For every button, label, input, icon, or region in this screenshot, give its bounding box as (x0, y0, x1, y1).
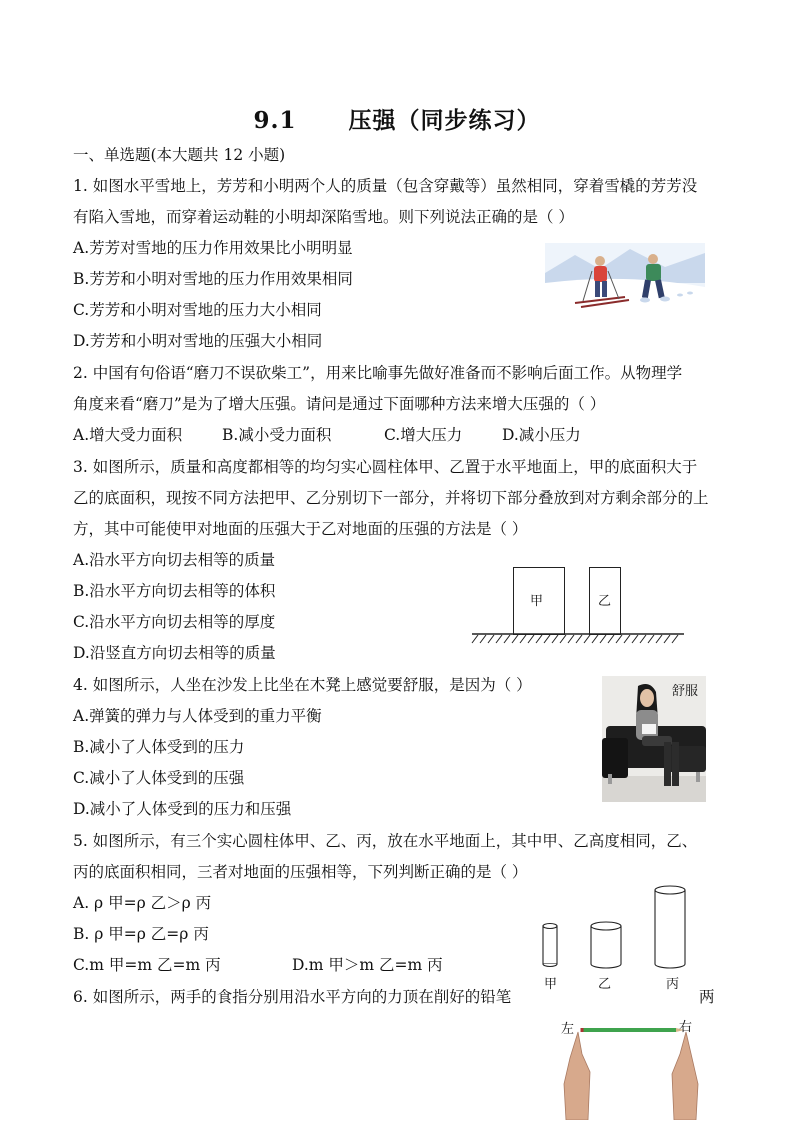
q2-line1: 2. 中国有句俗语“磨刀不误砍柴工”，用来比喻事先做好准备而不影响后面工作。从物理学 (73, 364, 683, 382)
sofa-photo (602, 676, 706, 802)
q3-line1: 3. 如图所示，质量和高度都相等的均匀实心圆柱体甲、乙置于水平地面上，甲的底面积大于 (73, 458, 698, 476)
q4-option-b: B.减小了人体受到的压力 (73, 738, 245, 756)
label-yi: 乙 (598, 594, 612, 609)
q6-line1: 6. 如图所示，两手的食指分别用沿水平方向的力顶在削好的铅笔 (73, 988, 512, 1006)
q1-line2: 有陷入雪地，而穿着运动鞋的小明却深陷雪地。则下列说法正确的是（ ） (73, 208, 574, 226)
q4-option-a: A.弹簧的弹力与人体受到的重力平衡 (73, 707, 322, 725)
section-heading: 一、单选题(本大题共 12 小题) (73, 146, 286, 164)
q3-option-d: D.沿竖直方向切去相等的质量 (73, 644, 276, 662)
title-number: 9.1 (253, 107, 297, 134)
q4-option-d: D.减小了人体受到的压力和压强 (73, 800, 292, 818)
q1-option-a: A.芳芳对雪地的压力作用效果比小明明显 (73, 239, 353, 257)
q1-option-c: C.芳芳和小明对雪地的压力大小相同 (73, 301, 322, 319)
label-jia: 甲 (530, 594, 544, 609)
q2-line2: 角度来看“磨刀”是为了增大压强。请问是通过下面哪种方法来增大压强的（ ） (73, 395, 606, 413)
q2-option-c: C.增大压力 (384, 426, 463, 444)
label-bing-5: 丙 (666, 977, 680, 992)
label-jia-5: 甲 (544, 977, 558, 992)
q3-option-b: B.沿水平方向切去相等的体积 (73, 582, 276, 600)
q4-option-c: C.减小了人体受到的压强 (73, 769, 245, 787)
cylinder-yi (589, 567, 621, 635)
ground-line (470, 633, 686, 645)
cylinder-jia (513, 567, 565, 635)
snow-figure (545, 243, 705, 311)
q4-line1: 4. 如图所示，人坐在沙发上比坐在木凳上感觉要舒服，是因为（ ） (73, 676, 532, 694)
q3-line2: 乙的底面积，现按不同方法把甲、乙分别切下一部分，并将切下部分叠放到对方剩余部分的上 (73, 489, 709, 507)
title-text: 压强（同步练习） (348, 107, 541, 134)
left-hand-icon (564, 1032, 590, 1120)
label-left: 左 (561, 1022, 575, 1037)
cylinders-figure (470, 563, 686, 645)
right-hand-icon (672, 1032, 698, 1120)
sofa-caption: 舒服 (671, 684, 698, 699)
page-title (0, 102, 794, 135)
q5-option-b: B. ρ 甲=ρ 乙=ρ 丙 (73, 925, 209, 943)
q5-option-c: C.m 甲=m 乙=m 丙 (73, 956, 221, 974)
q2-option-a: A.增大受力面积 (73, 426, 183, 444)
q3-option-c: C.沿水平方向切去相等的厚度 (73, 613, 276, 631)
q6-line1-end: 两 (699, 988, 715, 1006)
q1-option-d: D.芳芳和小明对雪地的压强大小相同 (73, 332, 323, 350)
q2-option-d: D.减小压力 (502, 426, 581, 444)
q5-line1: 5. 如图所示，有三个实心圆柱体甲、乙、丙，放在水平地面上，其中甲、乙高度相同，乙、 (73, 832, 698, 850)
three-cylinders-figure (535, 882, 705, 990)
q5-option-a: A. ρ 甲=ρ 乙＞ρ 丙 (73, 894, 212, 912)
q5-option-d: D.m 甲＞m 乙=m 丙 (292, 956, 443, 974)
q1-option-b: B.芳芳和小明对雪地的压力作用效果相同 (73, 270, 353, 288)
q2-option-b: B.减小受力面积 (222, 426, 332, 444)
q3-line3: 方，其中可能使甲对地面的压强大于乙对地面的压强的方法是（ ） (73, 520, 528, 538)
label-right: 右 (679, 1020, 693, 1035)
q3-option-a: A.沿水平方向切去相等的质量 (73, 551, 276, 569)
label-yi-5: 乙 (598, 977, 612, 992)
q5-line2: 丙的底面积相同，三者对地面的压强相等，下列判断正确的是（ ） (73, 863, 528, 881)
q1-line1: 1. 如图水平雪地上，芳芳和小明两个人的质量（包含穿戴等）虽然相同，穿着雪橇的芳芳没 (73, 177, 698, 195)
